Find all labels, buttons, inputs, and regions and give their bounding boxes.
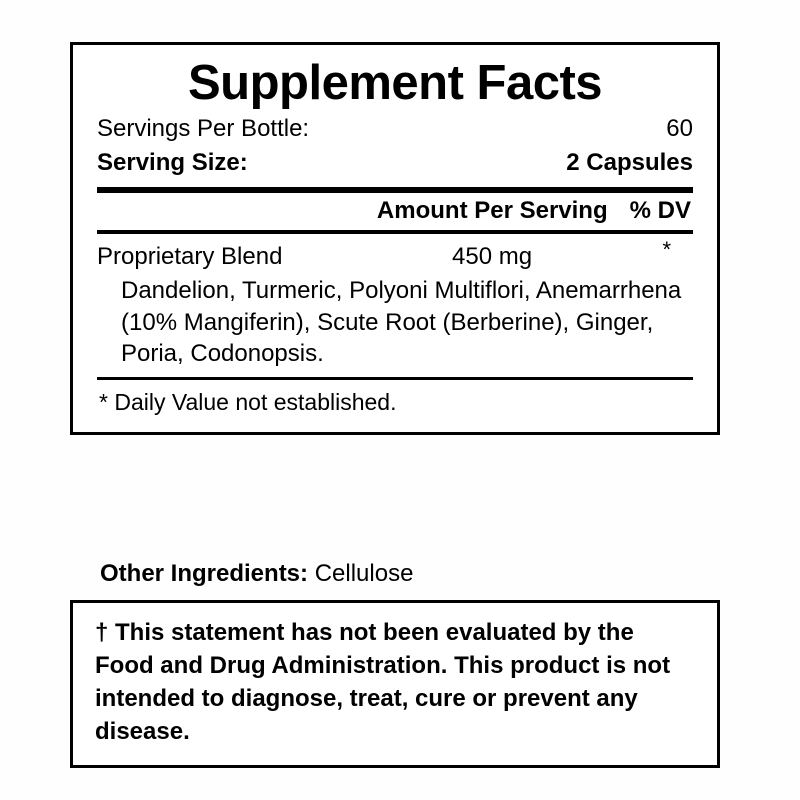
- servings-per-bottle-value: 60: [666, 114, 693, 142]
- serving-size-row: [97, 146, 693, 180]
- servings-per-bottle-row: [97, 112, 693, 146]
- other-ingredients-label: Other Ingredients:: [100, 560, 309, 587]
- ingredients-list: Dandelion, Turmeric, Polyoni Multiflori, Anemarrhena (10% Mangiferin), Scute Root (Berberine), Ginger, Poria, Codonopsis.: [121, 276, 682, 368]
- proprietary-blend-row: [97, 237, 693, 275]
- serving-size-label: Serving Size:: [97, 148, 248, 176]
- serving-size-value: 2 Capsules: [566, 148, 693, 176]
- divider-thick-top: [97, 187, 693, 193]
- amount-per-serving-header-row: [97, 197, 693, 225]
- proprietary-blend-label: Proprietary Blend: [97, 243, 283, 271]
- proprietary-blend-dv: *: [662, 237, 671, 263]
- other-ingredients-line: [100, 558, 413, 589]
- daily-value-footnote: * Daily Value not established.: [99, 388, 397, 415]
- divider-medium: [97, 230, 693, 234]
- panel-title: Supplement Facts: [187, 56, 603, 110]
- divider-thin-bottom: [97, 377, 693, 380]
- other-ingredients-value: Cellulose: [314, 560, 414, 587]
- amount-per-serving-header: Amount Per Serving: [376, 197, 608, 225]
- fda-disclaimer-text: † This statement has not been evaluated by the Food and Drug Administration. This product is not intended to diagnose, treat, cure or prevent any disease.: [95, 619, 671, 745]
- servings-per-bottle-label: Servings Per Bottle:: [97, 114, 310, 142]
- fda-disclaimer-box: [70, 600, 720, 768]
- supplement-facts-panel: [70, 42, 720, 435]
- daily-value-header: % DV: [629, 197, 691, 225]
- proprietary-blend-amount: 450 mg: [452, 243, 533, 271]
